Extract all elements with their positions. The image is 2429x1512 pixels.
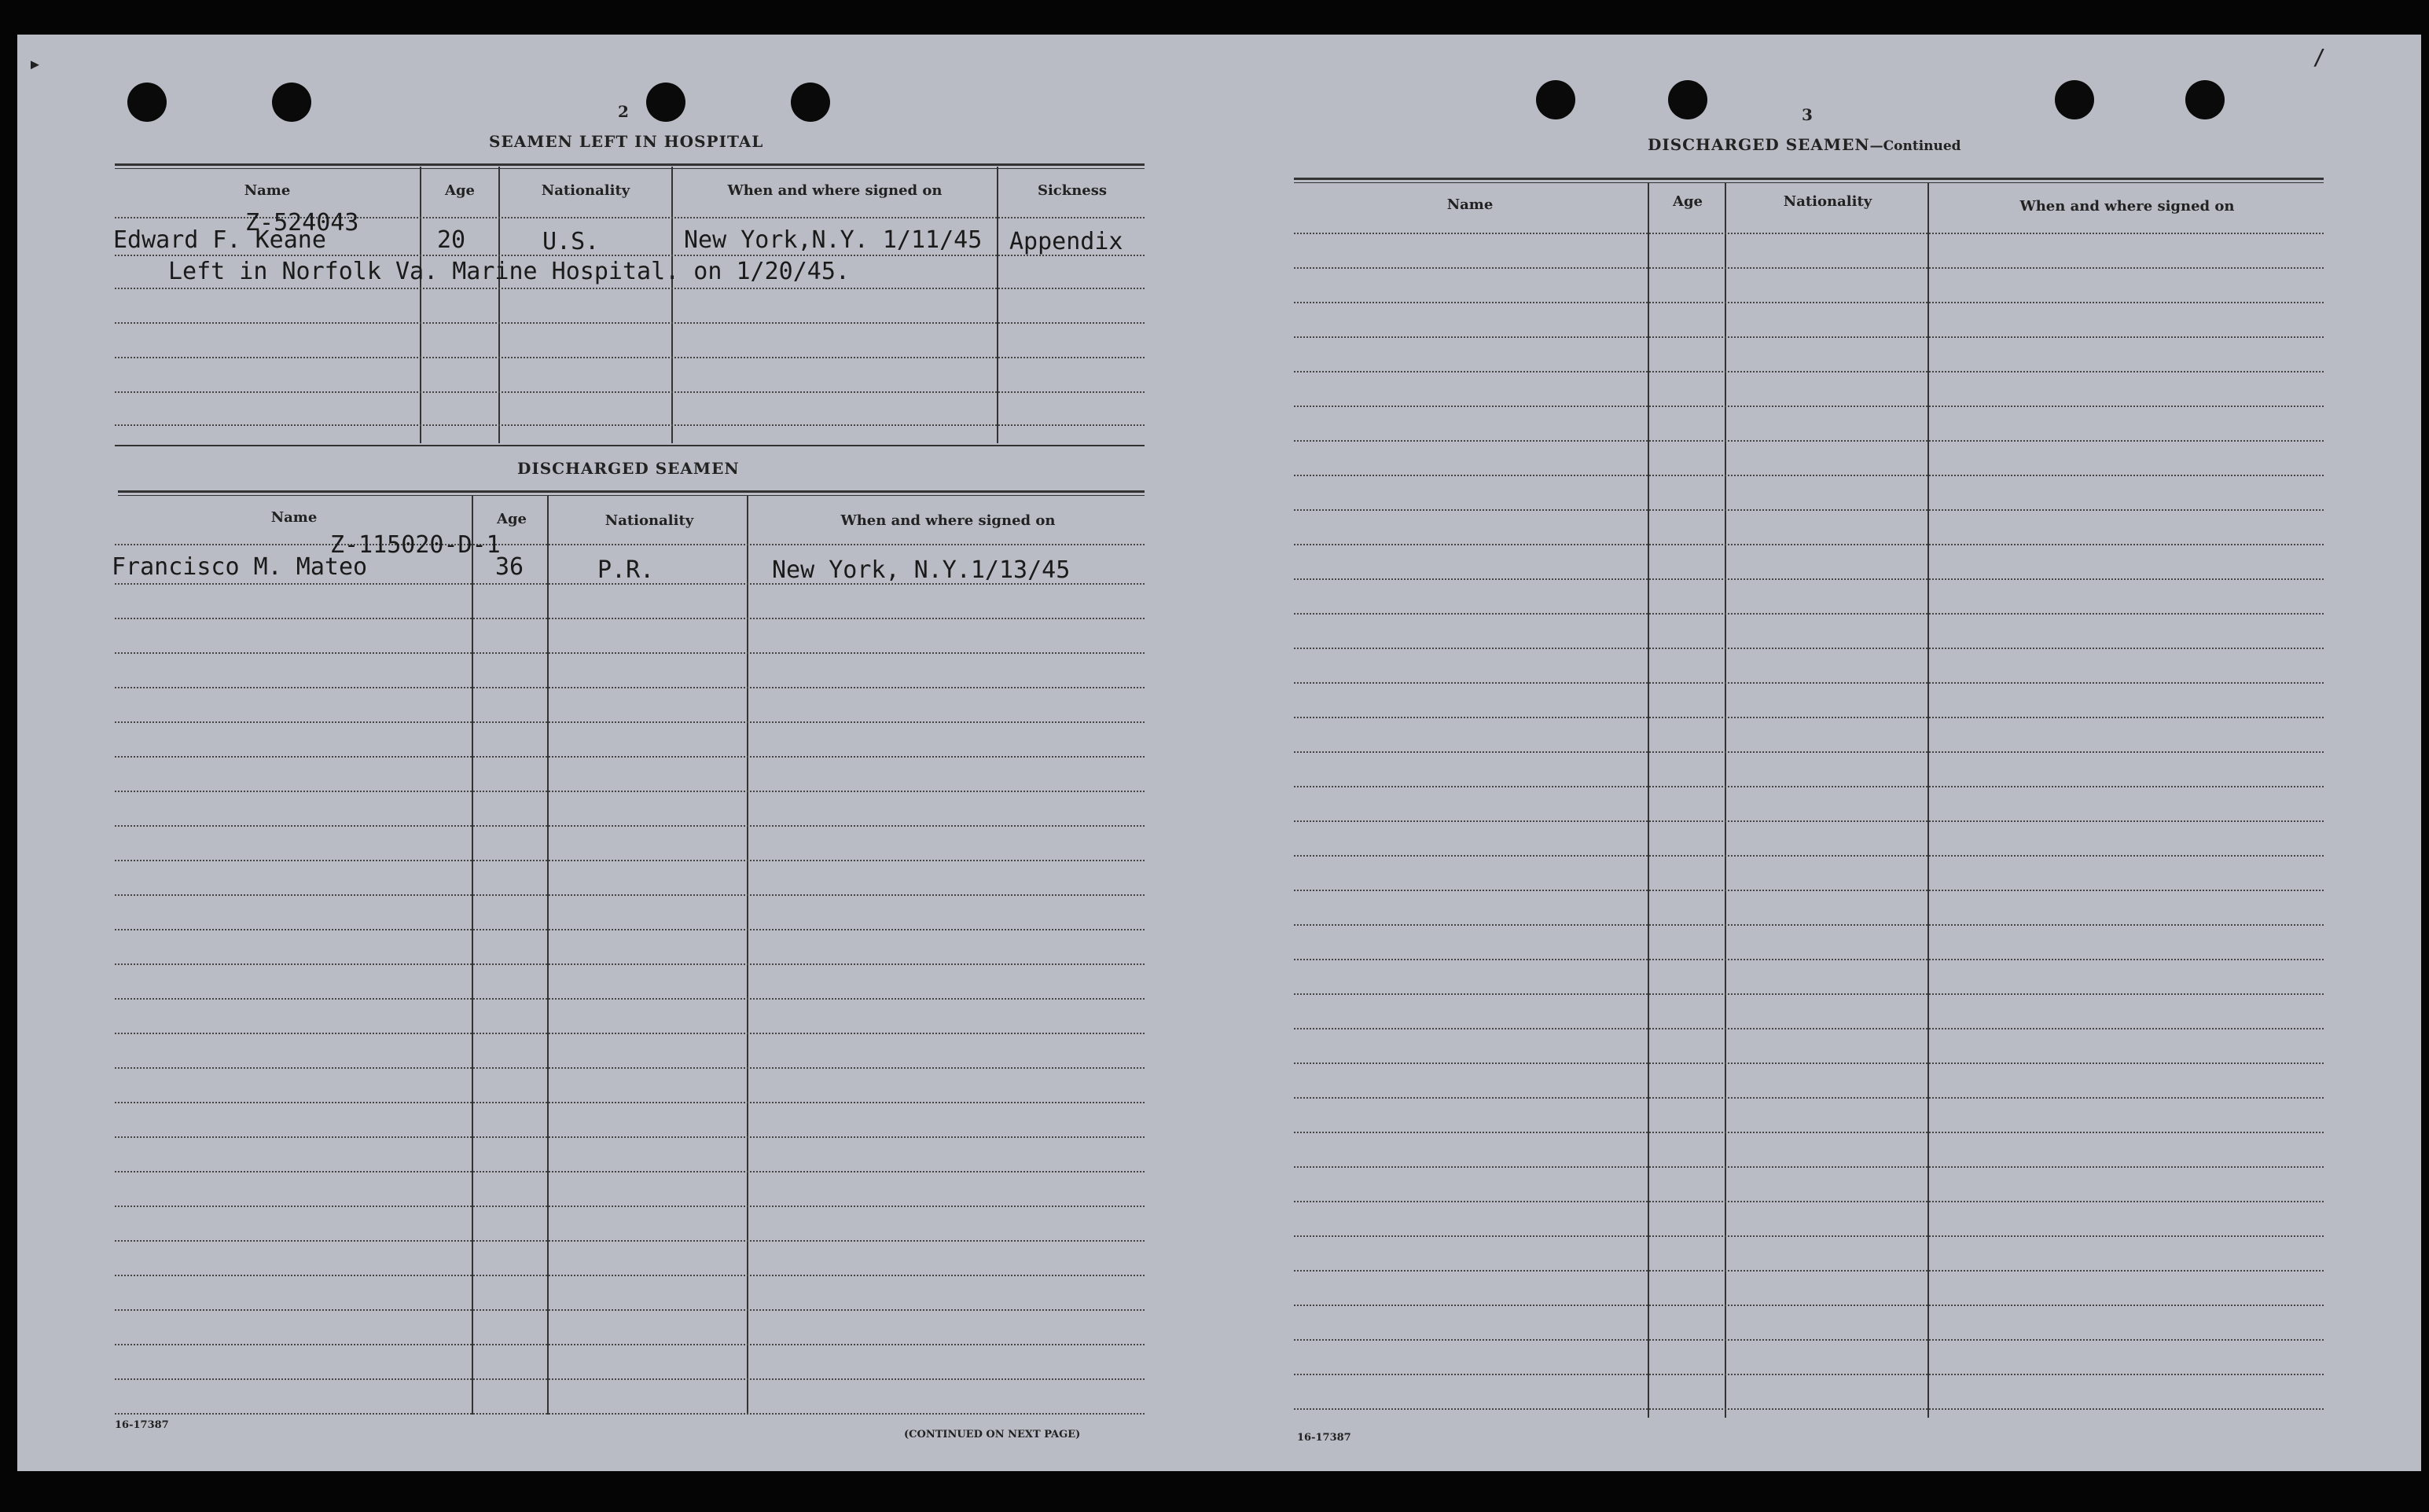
seaman-signed-on: New York,N.Y. 1/11/45	[684, 226, 983, 254]
table-top-rule	[118, 490, 1145, 493]
row-line	[115, 1309, 1145, 1311]
row-line	[1294, 302, 2324, 303]
form-number: 16-17387	[115, 1419, 169, 1431]
row-line	[115, 1275, 1145, 1276]
row-line	[115, 1240, 1145, 1242]
title-suffix: —Continued	[1869, 138, 1961, 154]
column-divider	[472, 495, 473, 1415]
seaman-age: 36	[495, 553, 524, 581]
table-top-rule	[115, 163, 1145, 166]
row-line	[115, 1206, 1145, 1207]
punch-hole	[127, 83, 167, 122]
row-line	[1294, 371, 2324, 372]
punch-hole	[272, 83, 311, 122]
column-header-name: Name	[244, 182, 291, 199]
column-header-name: Name	[1446, 196, 1494, 213]
row-line	[1294, 406, 2324, 407]
punch-hole	[2055, 80, 2094, 119]
row-line	[1294, 1305, 2324, 1306]
column-header-nationality: Nationality	[1783, 193, 1872, 210]
row-line	[1294, 855, 2324, 857]
column-divider	[747, 495, 748, 1415]
row-line	[1294, 267, 2324, 269]
column-header-age: Age	[444, 182, 475, 199]
row-line	[1294, 509, 2324, 511]
column-header-nationality: Nationality	[604, 512, 694, 529]
seaman-nationality: P.R.	[597, 556, 655, 584]
row-line	[1294, 440, 2324, 442]
header-underline	[115, 544, 1145, 545]
column-header-name: Name	[270, 509, 318, 526]
punch-hole	[2185, 80, 2225, 119]
row-line	[1294, 1062, 2324, 1064]
hospital-note: Left in Norfolk Va. Marine Hospital. on 1/20/45.	[168, 258, 850, 285]
section-title-discharged: DISCHARGED SEAMEN	[517, 459, 740, 478]
row-line	[115, 1344, 1145, 1345]
column-header-signed-on: When and where signed on	[2019, 198, 2235, 215]
column-header-signed-on: When and where signed on	[840, 512, 1056, 529]
row-line	[115, 652, 1145, 654]
row-line	[1294, 578, 2324, 580]
column-header-signed-on: When and where signed on	[727, 182, 943, 199]
row-line	[115, 998, 1145, 1000]
punch-hole	[1536, 80, 1575, 119]
row-line	[1294, 1408, 2324, 1410]
header-underline	[1294, 233, 2324, 234]
column-divider	[1927, 182, 1929, 1418]
continued-note: (CONTINUED ON NEXT PAGE)	[904, 1429, 1081, 1440]
punch-hole	[1668, 80, 1707, 119]
row-line	[1294, 1166, 2324, 1168]
row-line	[115, 1378, 1145, 1380]
row-line	[1294, 959, 2324, 960]
row-line	[115, 929, 1145, 930]
document-sheet	[17, 35, 2421, 1471]
row-line	[115, 1136, 1145, 1138]
row-line	[1294, 475, 2324, 476]
row-line	[115, 1171, 1145, 1173]
row-line	[1294, 820, 2324, 822]
row-line	[1294, 1235, 2324, 1237]
column-header-age: Age	[496, 511, 527, 527]
row-line	[1294, 1270, 2324, 1272]
row-line	[1294, 1097, 2324, 1099]
column-divider	[1648, 182, 1649, 1418]
row-line	[115, 791, 1145, 792]
row-line	[1294, 1339, 2324, 1341]
seaman-sickness: Appendix	[1009, 228, 1123, 255]
row-line	[115, 255, 1145, 256]
seaman-name: Francisco M. Mateo	[112, 553, 368, 581]
row-line	[115, 894, 1145, 896]
column-header-sickness: Sickness	[1037, 182, 1108, 199]
column-divider	[671, 167, 673, 443]
punch-hole	[646, 83, 685, 122]
row-line	[115, 1033, 1145, 1034]
row-line	[115, 756, 1145, 758]
page-number: 2	[618, 102, 629, 121]
form-number: 16-17387	[1297, 1432, 1351, 1444]
table-top-rule	[1294, 182, 2324, 183]
title-text: DISCHARGED SEAMEN	[1648, 135, 1870, 154]
column-divider	[1725, 182, 1726, 1418]
page-number: 3	[1802, 105, 1813, 124]
row-line	[115, 687, 1145, 688]
seaman-nationality: U.S.	[542, 228, 600, 255]
row-line	[115, 721, 1145, 723]
row-line	[115, 618, 1145, 619]
seaman-id-number: Z-524043	[245, 209, 359, 237]
table-top-rule	[1294, 178, 2324, 180]
row-line	[1294, 613, 2324, 615]
column-divider	[547, 495, 549, 1415]
row-line	[1294, 336, 2324, 338]
row-line	[1294, 648, 2324, 649]
row-line	[115, 288, 1145, 289]
row-line	[1294, 544, 2324, 545]
section-title-discharged-continued	[1648, 135, 1961, 154]
column-divider	[420, 167, 421, 443]
row-line	[1294, 682, 2324, 684]
punch-hole	[791, 83, 830, 122]
row-line	[115, 322, 1145, 324]
row-line	[115, 1413, 1145, 1415]
table-top-rule	[118, 495, 1145, 496]
row-line	[115, 1102, 1145, 1103]
row-line	[1294, 1028, 2324, 1029]
column-header-age: Age	[1672, 193, 1703, 210]
seaman-name: Edward F. Keane	[113, 226, 326, 254]
column-divider	[498, 167, 500, 443]
column-header-nationality: Nationality	[541, 182, 630, 199]
row-line	[115, 424, 1145, 426]
row-line	[1294, 1201, 2324, 1202]
row-line	[115, 860, 1145, 861]
section-title-hospital: SEAMEN LEFT IN HOSPITAL	[489, 132, 764, 151]
edge-mark: ▸	[28, 50, 42, 76]
seaman-id-number: Z-115020-D-1	[330, 531, 501, 559]
edge-mark: /	[2313, 44, 2326, 70]
seaman-age: 20	[437, 226, 466, 254]
row-line	[115, 391, 1145, 393]
seaman-signed-on: New York, N.Y.1/13/45	[772, 556, 1071, 584]
row-line	[1294, 890, 2324, 891]
row-line	[1294, 924, 2324, 926]
table-bottom-rule	[115, 445, 1145, 446]
row-line	[1294, 717, 2324, 718]
row-line	[115, 963, 1145, 965]
row-line	[115, 357, 1145, 358]
row-line	[115, 825, 1145, 827]
row-line	[1294, 1374, 2324, 1375]
row-line	[1294, 751, 2324, 753]
row-line	[1294, 1132, 2324, 1133]
row-line	[1294, 993, 2324, 995]
row-line	[115, 1067, 1145, 1069]
column-divider	[997, 167, 998, 443]
table-top-rule	[115, 168, 1145, 169]
row-line	[1294, 786, 2324, 787]
